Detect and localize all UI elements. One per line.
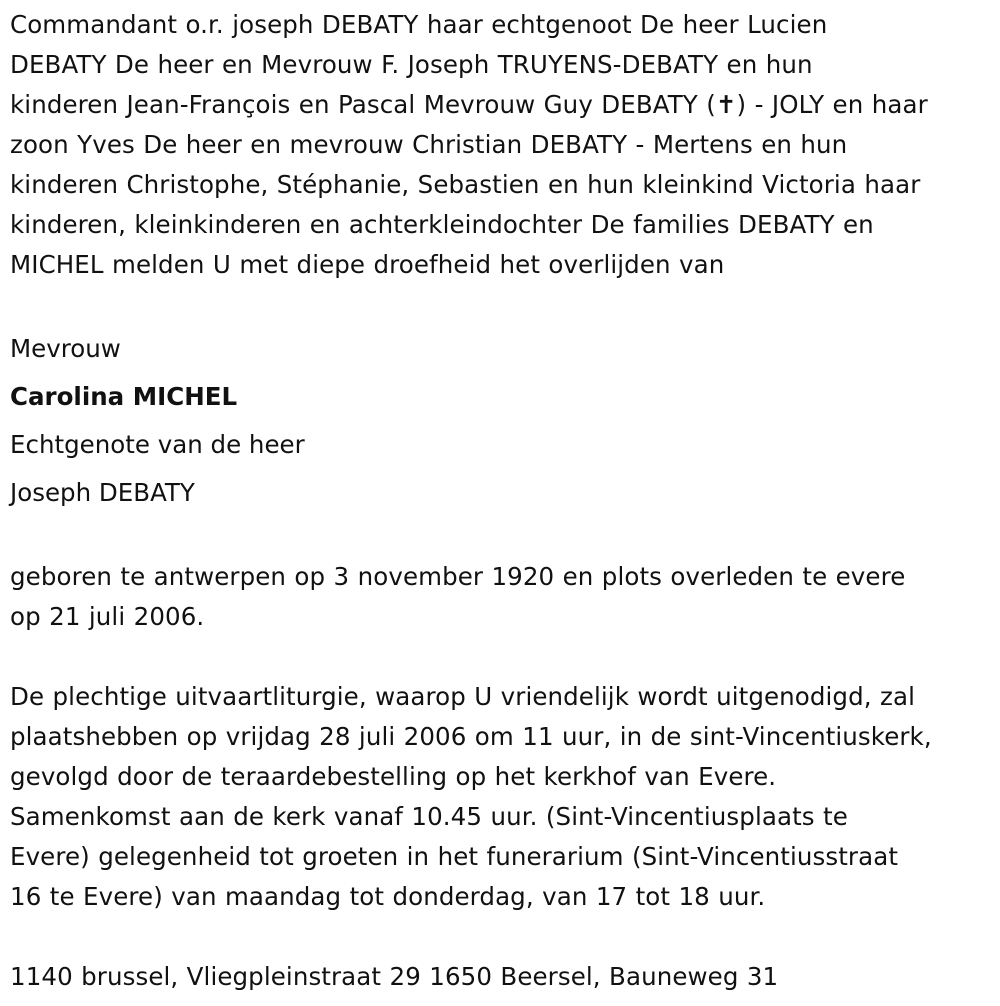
- birth-death-line: op 21 juli 2006.: [10, 602, 205, 631]
- intro-line: zoon Yves De heer en mevrouw Christian DEBATY - Mertens en hun: [10, 130, 848, 159]
- spacer: [10, 917, 995, 957]
- funeral-line: gevolgd door de teraardebestelling op het kerkhof van Evere.: [10, 762, 777, 791]
- intro-line: kinderen Jean-François en Pascal Mevrouw Guy DEBATY (✝) - JOLY en haar: [10, 90, 928, 119]
- intro-line: DEBATY De heer en Mevrouw F. Joseph TRUYENS-DEBATY en hun: [10, 50, 813, 79]
- funeral-line: 16 te Evere) van maandag tot donderdag, van 17 tot 18 uur.: [10, 882, 766, 911]
- funeral-line: Samenkomst aan de kerk vanaf 10.45 uur. (Sint-Vincentiusplaats te: [10, 802, 848, 831]
- funeral-line: Evere) gelegenheid tot groeten in het funerarium (Sint-Vincentiusstraat: [10, 842, 899, 871]
- funeral-line: De plechtige uitvaartliturgie, waarop U vriendelijk wordt uitgenodigd, zal: [10, 682, 915, 711]
- funeral-paragraph: [10, 677, 995, 917]
- address-paragraph: [10, 957, 995, 997]
- intro-line: Commandant o.r. joseph DEBATY haar echtgenoot De heer Lucien: [10, 10, 828, 39]
- birth-death-line: geboren te antwerpen op 3 november 1920 en plots overleden te evere: [10, 562, 906, 591]
- intro-line: kinderen Christophe, Stéphanie, Sebastien en hun kleinkind Victoria haar: [10, 170, 921, 199]
- spouse-name: Joseph DEBATY: [10, 478, 195, 507]
- address-line: 1140 brussel, Vliegpleinstraat 29 1650 Beersel, Bauneweg 31: [10, 962, 779, 991]
- intro-line: MICHEL melden U met diepe droefheid het overlijden van: [10, 250, 725, 279]
- spacer: [10, 637, 995, 677]
- death-notice: [10, 5, 995, 997]
- intro-line: kinderen, kleinkinderen en achterkleindochter De families DEBATY en: [10, 210, 874, 239]
- deceased-name: Carolina MICHEL: [10, 382, 238, 411]
- deceased-salutation: Mevrouw: [10, 334, 121, 363]
- funeral-line: plaatshebben op vrijdag 28 juli 2006 om 11 uur, in de sint-Vincentiuskerk,: [10, 722, 932, 751]
- birth-death-paragraph: [10, 557, 995, 637]
- intro-paragraph: [10, 5, 995, 285]
- spouse-label: Echtgenote van de heer: [10, 430, 305, 459]
